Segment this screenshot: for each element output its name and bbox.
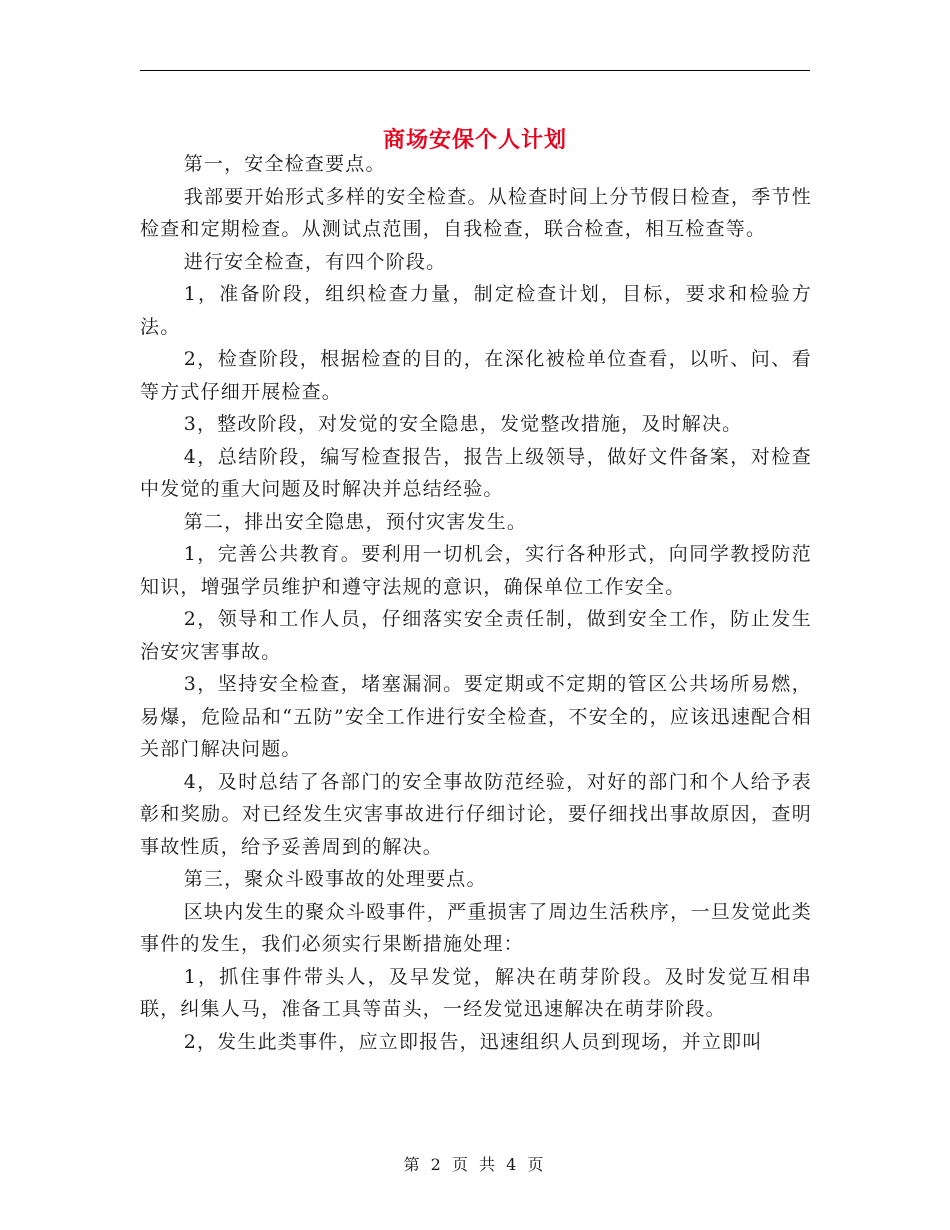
paragraph: 2，检查阶段，根据检查的目的，在深化被检单位查看，以听、问、看等方式仔细开展检查。 xyxy=(140,348,812,403)
paragraph: 第一，安全检查要点。 xyxy=(183,153,386,175)
paragraph: 2，领导和工作人员，仔细落实安全责任制，做到安全工作，防止发生治安灾害事故。 xyxy=(140,608,812,663)
page-number: 第 2 页 共 4 页 xyxy=(403,1155,547,1174)
paragraph: 1，抓住事件带头人，及早发觉，解决在萌芽阶段。及时发觉互相串联，纠集人马，准备工具等苗头，一经发觉迅速解决在萌芽阶段。 xyxy=(140,965,812,1020)
paragraph: 3，坚持安全检查，堵塞漏洞。要定期或不定期的管区公共场所易燃，易爆，危险品和“五防”安全工作进行安全检查，不安全的，应该迅速配合相关部门解决问题。 xyxy=(140,673,812,760)
paragraph: 3，整改阶段，对发觉的安全隐患，发觉整改措施，及时解决。 xyxy=(183,413,743,435)
paragraph: 我部要开始形式多样的安全检查。从检查时间上分节假日检查，季节性检查和定期检查。从测试点范围，自我检查，联合检查，相互检查等。 xyxy=(140,185,812,240)
paragraph: 1，完善公共教育。要利用一切机会，实行各种形式，向同学教授防范知识，增强学员维护和遵守法规的意识，确保单位工作安全。 xyxy=(140,543,812,598)
header-rule xyxy=(140,70,810,71)
document-title: 商场安保个人计划 xyxy=(382,126,567,153)
paragraph: 2，发生此类事件，应立即报告，迅速组织人员到现场，并立即叫 xyxy=(183,1030,763,1053)
paragraph: 第三，聚众斗殴事故的处理要点。 xyxy=(183,868,487,890)
paragraph: 4，及时总结了各部门的安全事故防范经验，对好的部门和个人给予表彰和奖励。对已经发生灾害事故进行仔细讨论，要仔细找出事故原因，查明事故性质，给予妥善周到的解决。 xyxy=(140,770,812,858)
paragraph: 区块内发生的聚众斗殴事件，严重损害了周边生活秩序，一旦发觉此类事件的发生，我们必须实行果断措施处理： xyxy=(140,900,812,955)
paragraph: 进行安全检查，有四个阶段。 xyxy=(183,250,447,273)
document-body xyxy=(140,148,812,1058)
paragraph: 第二，排出安全隐患，预付灾害发生。 xyxy=(183,510,528,533)
paragraph: 4，总结阶段，编写检查报告，报告上级领导，做好文件备案，对检查中发觉的重大问题及时解决并总结经验。 xyxy=(140,445,812,500)
paragraph: 1，准备阶段，组织检查力量，制定检查计划，目标，要求和检验方法。 xyxy=(140,283,812,338)
